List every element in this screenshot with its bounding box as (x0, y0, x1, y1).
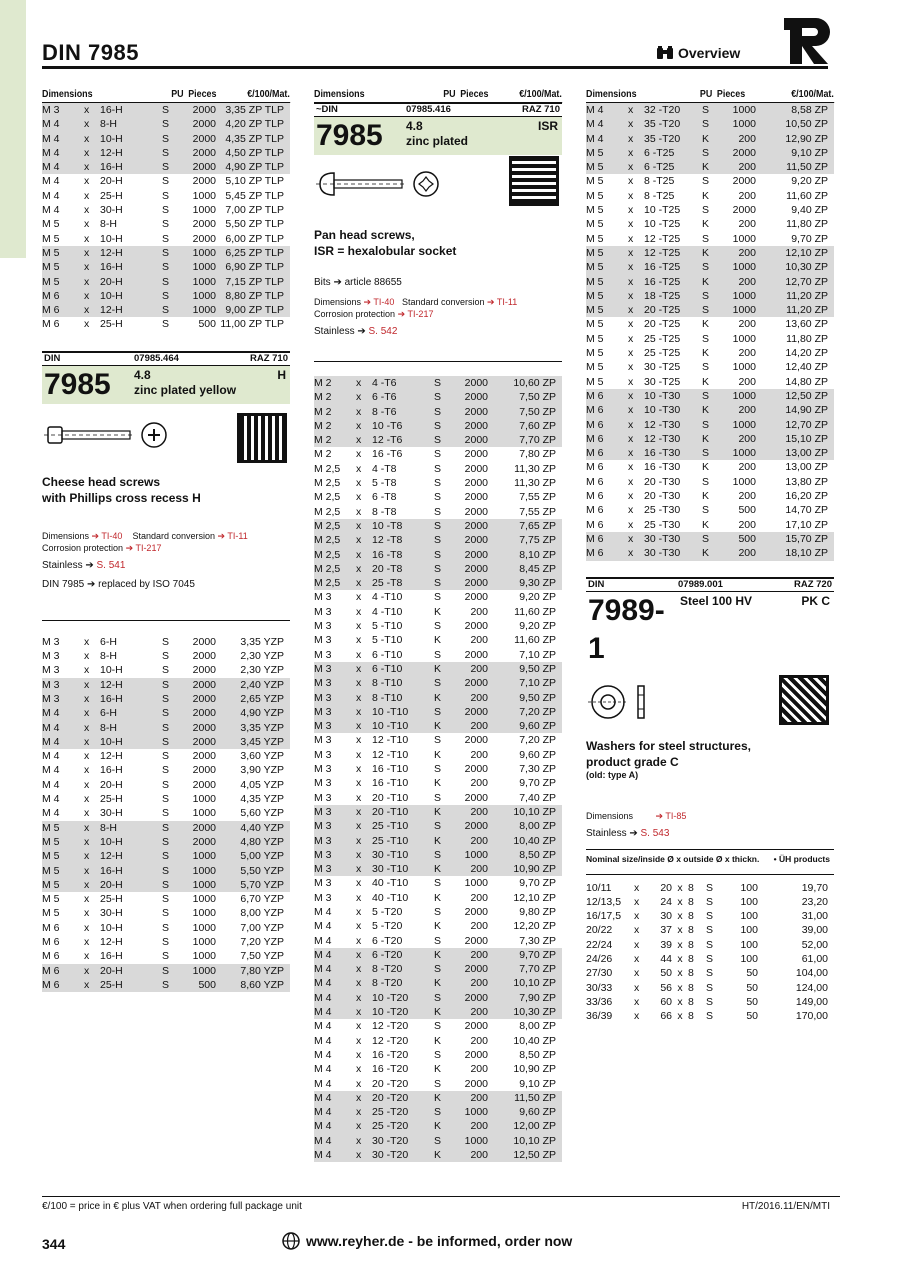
table-row: M 2,5 x 12 -T8 S 2000 7,75 ZP (314, 533, 562, 547)
table-row: M 6 x 25-H S 500 8,60 YZP (42, 978, 290, 992)
table-row: M 4 x 16-H S 2000 4,90 ZP TLP (42, 160, 290, 174)
table-row: M 4 x 8 -T20 K 200 10,10 ZP (314, 976, 562, 990)
product-drawing (42, 404, 290, 474)
table-row: M 3 x 16-H S 2000 2,65 YZP (42, 692, 290, 706)
table-row: M 6 x 10 -T30 K 200 14,90 ZP (586, 403, 834, 417)
table-row: M 4 x 12-H S 2000 3,60 YZP (42, 750, 284, 763)
ref-corrosion-link[interactable]: ➔ TI-217 (397, 309, 434, 319)
table-row: M 5 x 16-H S 1000 6,90 ZP TLP (42, 260, 290, 274)
product-drawing (586, 668, 834, 738)
qr-code-icon (782, 678, 826, 722)
page-title: DIN 7985 (42, 40, 139, 65)
table-row: M 4 x 5 -T20 K 200 12,20 ZP (314, 920, 556, 933)
table-row: M 6 x 10 -T30 S 1000 12,50 ZP (586, 389, 834, 403)
table-row: M 3 x 30 -T10 K 200 10,90 ZP (314, 862, 562, 876)
table-row: M 3 x 12 -T10 S 2000 7,20 ZP (314, 734, 556, 747)
table-row: M 5 x 25-H S 1000 6,70 YZP (42, 893, 284, 906)
table-row: M 6 x 16 -T30 K 200 13,00 ZP (586, 461, 828, 474)
stainless-link[interactable]: S. 541 (96, 559, 126, 571)
table-row: M 4 x 6 -T20 S 2000 7,30 ZP (314, 934, 556, 947)
washer-row: 12/13,5 x 24 x 8 S 100 23,20 (586, 895, 828, 908)
globe-icon (282, 1232, 300, 1250)
table-row: M 2 x 8 -T6 S 2000 7,50 ZP (314, 405, 562, 419)
website-link[interactable]: www.reyher.de - be informed, order now (282, 1232, 572, 1250)
washer-row: 20/22 x 37 x 8 S 100 39,00 (586, 924, 828, 937)
table-row: M 4 x 10 -T20 K 200 10,30 ZP (314, 1005, 562, 1019)
washer-row: 27/30 x 50 x 8 S 50 104,00 (586, 967, 828, 980)
product-banner (586, 592, 834, 668)
table-row: M 6 x 30 -T30 K 200 18,10 ZP (586, 546, 834, 560)
table-row: M 3 x 4 -T10 S 2000 9,20 ZP (314, 591, 556, 604)
table-row: M 5 x 25 -T25 S 1000 11,80 ZP (586, 332, 828, 345)
table-row: M 3 x 8-H S 2000 2,30 YZP (42, 650, 284, 663)
table-row: M 2,5 x 10 -T8 S 2000 7,65 ZP (314, 519, 562, 533)
table-row: M 5 x 30 -T25 S 1000 12,40 ZP (586, 361, 828, 374)
cheese-head-screw-icon (44, 418, 174, 458)
table-header: Dimensions PU Pieces €/100/Mat. (42, 88, 290, 103)
table-row: M 2,5 x 4 -T8 S 2000 11,30 ZP (314, 462, 556, 475)
table-row: M 3 x 10 -T10 S 2000 7,20 ZP (314, 705, 562, 719)
reyher-logo-icon (782, 16, 832, 66)
table-row: M 5 x 20 -T25 K 200 13,60 ZP (586, 318, 828, 331)
washer-row: 33/36 x 60 x 8 S 50 149,00 (586, 995, 828, 1008)
table-row: M 4 x 10-H S 2000 4,35 ZP TLP (42, 132, 290, 146)
table-row: M 4 x 8-H S 2000 3,35 YZP (42, 721, 290, 735)
table-row: M 3 x 12 -T10 K 200 9,60 ZP (314, 748, 556, 761)
footer-rule (42, 1196, 840, 1197)
table-row: M 3 x 4 -T10 K 200 11,60 ZP (314, 605, 556, 618)
table-row: M 5 x 20-H S 1000 5,70 YZP (42, 878, 290, 892)
table-row: M 5 x 20 -T25 S 1000 11,20 ZP (586, 303, 834, 317)
table-row: M 5 x 12 -T25 S 1000 9,70 ZP (586, 232, 828, 245)
table-row: M 4 x 8-H S 2000 4,20 ZP TLP (42, 117, 290, 131)
table-row: M 6 x 12-H S 1000 9,00 ZP TLP (42, 303, 290, 317)
pan-head-screw-icon (316, 167, 446, 207)
table-row: M 2,5 x 16 -T8 S 2000 8,10 ZP (314, 548, 562, 562)
washer-row: 36/39 x 66 x 8 S 50 170,00 (586, 1010, 828, 1023)
table-row: M 5 x 10 -T25 K 200 11,80 ZP (586, 218, 828, 231)
table-row: M 2 x 4 -T6 S 2000 10,60 ZP (314, 376, 562, 390)
washer-header: Nominal size/inside Ø x outside Ø x thickn. • ÜH products (586, 849, 834, 868)
catalog-code: HT/2016.11/EN/MTI (741, 1201, 830, 1212)
product-code: H (277, 367, 286, 382)
table-row: M 2 x 6 -T6 S 2000 7,50 ZP (314, 390, 562, 404)
table-row: M 4 x 30 -T20 S 1000 10,10 ZP (314, 1134, 562, 1148)
price-note: €/100 = price in € plus VAT when ordering full package unit (42, 1201, 302, 1212)
table-rows-tlp (42, 103, 290, 332)
table-row: M 2,5 x 6 -T8 S 2000 7,55 ZP (314, 491, 556, 504)
table-row: M 6 x 16 -T30 S 1000 13,00 ZP (586, 446, 834, 460)
product-number: 7989-1 (588, 593, 665, 665)
binoculars-icon (656, 46, 674, 60)
table-row: M 5 x 16 -T25 S 1000 10,30 ZP (586, 260, 834, 274)
table-row: M 5 x 6 -T25 K 200 11,50 ZP (586, 160, 834, 174)
table-row: M 3 x 25 -T10 K 200 10,40 ZP (314, 834, 562, 848)
table-row: M 4 x 8 -T20 S 2000 7,70 ZP (314, 962, 562, 976)
overview-link[interactable] (656, 45, 740, 61)
product-banner (314, 117, 562, 155)
washer-row: 16/17,5 x 30 x 8 S 100 31,00 (586, 910, 828, 923)
table-row: M 6 x 20 -T30 K 200 16,20 ZP (586, 490, 828, 503)
table-row: M 5 x 20-H S 1000 7,15 ZP TLP (42, 275, 290, 289)
ref-dimensions-link[interactable]: ➔ TI-85 (655, 810, 687, 821)
table-row: M 5 x 16-H S 1000 5,50 YZP (42, 864, 290, 878)
table-row: M 4 x 25-H S 1000 4,35 YZP (42, 793, 284, 806)
table-row: M 3 x 40 -T10 S 1000 9,70 ZP (314, 877, 556, 890)
table-row: M 6 x 20 -T30 S 1000 13,80 ZP (586, 475, 828, 488)
table-row: M 4 x 6 -T20 K 200 9,70 ZP (314, 948, 562, 962)
table-rows-t-series (586, 103, 834, 561)
table-header: Dimensions PU Pieces €/100/Mat. (314, 88, 562, 103)
product-number: 7985 (316, 119, 383, 152)
table-row: M 5 x 16 -T25 K 200 12,70 ZP (586, 275, 834, 289)
table-row: M 5 x 25 -T25 K 200 14,20 ZP (586, 347, 828, 360)
overview-label: Overview (678, 45, 741, 61)
product-code: ISR (537, 119, 558, 133)
table-row: M 2,5 x 20 -T8 S 2000 8,45 ZP (314, 562, 562, 576)
ref-dimensions-link[interactable]: ➔ TI-40 (363, 297, 395, 307)
table-row: M 5 x 18 -T25 S 1000 11,20 ZP (586, 289, 834, 303)
product-code: PK C (801, 593, 830, 608)
din-bar: DIN 07989.001 RAZ 720 (588, 578, 832, 590)
table-rows-isr (314, 376, 562, 1162)
table-row: M 6 x 25 -T30 S 500 14,70 ZP (586, 504, 828, 517)
table-row: M 4 x 30-H S 1000 7,00 ZP TLP (42, 204, 284, 217)
column-1: Dimensions PU Pieces €/100/Mat. M 3 x 16-H S 2000 3,35 ZP TLP M 4 x 8-H S 2000 4,20 ZP TLP M 4 x 10-H S 2000 4,35 ZP TLP M 4 x 12-H S 2000 4,50 ZP TLP M 4 x 16-H S 2000 4,90 ZP TLP M 4 x 20-H S 2000 5,10 ZP TLP M 4 x 25-H S 1000 5,45 ZP TLP M 4 x 30-H S 1000 7,00 ZP TLP M 5 x 8-H S 2000 5,50 ZP TLP M 5 x 10-H S 2000 6,00 ZP TLP M 5 x 12-H S 1000 6,25 ZP TLP M 5 x 16-H S 1000 6,90 ZP TLP M 5 x 20-H S 1000 7,15 ZP TLP M 6 x 10-H S 1000 8,80 ZP TLP M 6 x 12-H S 1000 9,00 ZP TLP M 6 x 25-H S 500 11,00 ZP TLP DIN 07985.464 RAZ 710 7985 4.8 zinc plated yellow H Cheese head screws with Phillips cross recess H Dimensions ➔ TI-40 Standard conversion ➔ TI-11 Corrosion protection ➔ TI-217 Stainless ➔ S. 541 DIN 7985 ➔ replaced by ISO 7045 M 3 x 6-H S 2000 3,35 YZP M 3 x 8-H S 2000 2,30 YZP M 3 x 10-H S 2000 2,30 YZP M 3 x 12-H S 2000 2,40 YZP M 3 x 16-H S 2000 2,65 YZP M 4 x 6-H S 2000 4,90 YZP M 4 x 8-H S 2000 3,35 YZP M 4 x 10-H S 2000 3,45 YZP M 4 x 12-H S 2000 3,60 YZP M 4 x 16-H S 2000 3,90 YZP M 4 x 20-H S 2000 4,05 YZP M 4 x 25-H S 1000 4,35 YZP M 4 x 30-H S 1000 5,60 YZP M 5 x 8-H S 2000 4,40 YZP M 5 x 10-H S 2000 4,80 YZP M 5 x 12-H S 1000 5,00 YZP M 5 x 16-H S 1000 5,50 YZP M 5 x 20-H S 1000 5,70 YZP M 5 x 25-H S 1000 6,70 YZP M 5 x 30-H S 1000 8,00 YZP M 6 x 10-H S 1000 7,00 YZP M 6 x 12-H S 1000 7,20 YZP M 6 x 16-H S 1000 7,50 YZP M 6 x 20-H S 1000 7,80 YZP M 6 x 25-H S 500 8,60 YZP (42, 88, 290, 991)
ref-corrosion-link[interactable]: ➔ TI-217 (125, 542, 162, 553)
table-row: M 3 x 12-H S 2000 2,40 YZP (42, 678, 290, 692)
table-row: M 5 x 8-H S 2000 5,50 ZP TLP (42, 218, 284, 231)
table-row: M 3 x 30 -T10 S 1000 8,50 ZP (314, 848, 562, 862)
replacement-note: DIN 7985 ➔ replaced by ISO 7045 (42, 578, 195, 590)
table-row: M 2,5 x 25 -T8 S 2000 9,30 ZP (314, 576, 562, 590)
table-row: M 3 x 10 -T10 K 200 9,60 ZP (314, 719, 562, 733)
table-row: M 4 x 12-H S 2000 4,50 ZP TLP (42, 146, 290, 160)
table-row: M 5 x 10-H S 2000 6,00 ZP TLP (42, 232, 284, 245)
table-row: M 4 x 16 -T20 K 200 10,90 ZP (314, 1063, 556, 1076)
column-3: Dimensions PU Pieces €/100/Mat. M 4 x 32 -T20 S 1000 8,58 ZP M 4 x 35 -T20 S 1000 10,50 ZP M 4 x 35 -T20 K 200 12,90 ZP M 5 x 6 -T25 S 2000 9,10 ZP M 5 x 6 -T25 K 200 11,50 ZP M 5 x 8 -T25 S 2000 9,20 ZP M 5 x 8 -T25 K 200 11,60 ZP M 5 x 10 -T25 S 2000 9,40 ZP M 5 x 10 -T25 K 200 11,80 ZP M 5 x 12 -T25 S 1000 9,70 ZP M 5 x 12 -T25 K 200 12,10 ZP M 5 x 16 -T25 S 1000 10,30 ZP M 5 x 16 -T25 K 200 12,70 ZP M 5 x 18 -T25 S 1000 11,20 ZP M 5 x 20 -T25 S 1000 11,20 ZP M 5 x 20 -T25 K 200 13,60 ZP M 5 x 25 -T25 S 1000 11,80 ZP M 5 x 25 -T25 K 200 14,20 ZP M 5 x 30 -T25 S 1000 12,40 ZP M 5 x 30 -T25 K 200 14,80 ZP M 6 x 10 -T30 S 1000 12,50 ZP M 6 x 10 -T30 K 200 14,90 ZP M 6 x 12 -T30 S 1000 12,70 ZP M 6 x 12 -T30 K 200 15,10 ZP M 6 x 16 -T30 S 1000 13,00 ZP M 6 x 16 -T30 K 200 13,00 ZP M 6 x 20 -T30 S 1000 13,80 ZP M 6 x 20 -T30 K 200 16,20 ZP M 6 x 25 -T30 S 500 14,70 ZP M 6 x 25 -T30 K 200 17,10 ZP M 6 x 30 -T30 S 500 15,70 ZP M 6 x 30 -T30 K 200 18,10 ZP DIN 07989.001 RAZ 720 7989-1 Steel 100 HV PK C Washers for steel structures, product grade C (old: type A) Dimensions ➔ TI-85 Stainless ➔ S. 543 Nominal size/inside Ø x outside Ø x thickn. • ÜH products 10/11 x 20 x 8 S 100 19,70 12/13,5 x 24 x 8 S 100 23,20 16/17,5 x 30 x 8 S 100 31,00 20/22 x 37 x 8 S 100 39,00 22/24 x 39 x 8 S 100 52,00 24/26 x 44 x 8 S 100 61,00 27/30 x 50 x 8 S 50 104,00 30/33 x 56 x 8 S 50 124,00 33/36 x 60 x 8 S 50 149,00 36/39 x 66 x 8 S 50 170,00 (586, 88, 834, 1023)
table-row: M 6 x 16-H S 1000 7,50 YZP (42, 950, 284, 963)
table-row: M 4 x 16 -T20 S 2000 8,50 ZP (314, 1048, 556, 1061)
table-row: M 5 x 30 -T25 K 200 14,80 ZP (586, 375, 828, 388)
table-row: M 6 x 12 -T30 S 1000 12,70 ZP (586, 418, 834, 432)
table-row: M 4 x 12 -T20 K 200 10,40 ZP (314, 1034, 556, 1047)
table-row: M 4 x 35 -T20 K 200 12,90 ZP (586, 132, 834, 146)
table-row: M 6 x 12 -T30 K 200 15,10 ZP (586, 432, 834, 446)
table-row: M 3 x 16 -T10 K 200 9,70 ZP (314, 777, 556, 790)
table-row: M 2 x 12 -T6 S 2000 7,70 ZP (314, 433, 562, 447)
product-banner (42, 366, 290, 404)
table-row: M 4 x 25 -T20 S 1000 9,60 ZP (314, 1105, 562, 1119)
table-row: M 3 x 20 -T10 K 200 10,10 ZP (314, 805, 562, 819)
page-number: 344 (42, 1236, 66, 1252)
table-row: M 2,5 x 5 -T8 S 2000 11,30 ZP (314, 477, 556, 490)
table-row: M 6 x 25 -T30 K 200 17,10 ZP (586, 518, 828, 531)
qr-code-icon (240, 416, 284, 460)
table-row: M 4 x 16-H S 2000 3,90 YZP (42, 764, 284, 777)
table-row: M 5 x 8-H S 2000 4,40 YZP (42, 821, 290, 835)
table-row: M 6 x 30 -T30 S 500 15,70 ZP (586, 532, 834, 546)
table-row: M 4 x 30 -T20 K 200 12,50 ZP (314, 1148, 562, 1162)
table-row: M 3 x 20 -T10 S 2000 7,40 ZP (314, 791, 556, 804)
table-row: M 4 x 20-H S 2000 4,05 YZP (42, 778, 284, 791)
product-grade: 4.8 zinc plated (406, 119, 469, 148)
table-row: M 3 x 40 -T10 K 200 12,10 ZP (314, 891, 556, 904)
stainless-link[interactable]: S. 542 (368, 326, 398, 337)
table-row: M 4 x 6-H S 2000 4,90 YZP (42, 706, 290, 720)
table-row: M 4 x 5 -T20 S 2000 9,80 ZP (314, 905, 556, 918)
din-bar: ~DIN 07985.416 RAZ 710 (316, 104, 560, 115)
bits-note: Bits ➔ article 88655 (314, 277, 402, 288)
references: Dimensions ➔ TI-40 Standard conversion ➔ TI-11 Corrosion protection ➔ TI-217 (314, 297, 518, 319)
table-row: M 5 x 12-H S 1000 6,25 ZP TLP (42, 246, 290, 260)
table-row: M 5 x 12 -T25 K 200 12,10 ZP (586, 246, 834, 260)
table-row: M 3 x 16-H S 2000 3,35 ZP TLP (42, 103, 290, 117)
ref-standard-link[interactable]: ➔ TI-11 (487, 297, 518, 307)
table-row: M 5 x 10-H S 2000 4,80 YZP (42, 835, 290, 849)
table-row: M 5 x 6 -T25 S 2000 9,10 ZP (586, 146, 834, 160)
product-number: 7985 (44, 367, 111, 401)
table-row: M 2,5 x 8 -T8 S 2000 7,55 ZP (314, 505, 556, 518)
table-row: M 4 x 25-H S 1000 5,45 ZP TLP (42, 189, 284, 202)
table-row: M 6 x 10-H S 1000 7,00 YZP (42, 921, 284, 934)
table-row: M 3 x 16 -T10 S 2000 7,30 ZP (314, 763, 556, 776)
table-rows-yzp (42, 635, 290, 992)
table-row: M 3 x 6 -T10 K 200 9,50 ZP (314, 662, 562, 676)
table-row: M 3 x 8 -T10 K 200 9,50 ZP (314, 691, 562, 705)
table-row: M 4 x 20 -T20 K 200 11,50 ZP (314, 1091, 562, 1105)
table-row: M 6 x 12-H S 1000 7,20 YZP (42, 935, 284, 948)
references: Dimensions ➔ TI-40 Standard conversion ➔ TI-11 Corrosion protection ➔ TI-217 (42, 530, 248, 553)
table-row: M 4 x 30-H S 1000 5,60 YZP (42, 807, 284, 820)
table-row: M 4 x 20-H S 2000 5,10 ZP TLP (42, 175, 284, 188)
table-row: M 6 x 20-H S 1000 7,80 YZP (42, 964, 290, 978)
washer-row: 30/33 x 56 x 8 S 50 124,00 (586, 981, 828, 994)
table-row: M 6 x 10-H S 1000 8,80 ZP TLP (42, 289, 290, 303)
table-row: M 4 x 32 -T20 S 1000 8,58 ZP (586, 103, 834, 117)
table-row: M 4 x 10-H S 2000 3,45 YZP (42, 735, 290, 749)
product-drawing (314, 155, 562, 227)
table-row: M 3 x 25 -T10 S 2000 8,00 ZP (314, 819, 562, 833)
table-header: Dimensions PU Pieces €/100/Mat. (586, 88, 834, 103)
table-row: M 2 x 10 -T6 S 2000 7,60 ZP (314, 419, 562, 433)
table-row: M 4 x 12 -T20 S 2000 8,00 ZP (314, 1020, 556, 1033)
title-rule (42, 66, 828, 69)
washer-row: 24/26 x 44 x 8 S 100 61,00 (586, 952, 828, 965)
table-row: M 5 x 12-H S 1000 5,00 YZP (42, 849, 290, 863)
din-bar: DIN 07985.464 RAZ 710 (44, 352, 288, 364)
washer-rows (586, 881, 834, 1024)
ref-standard-link[interactable]: ➔ TI-11 (217, 530, 248, 541)
table-row: M 3 x 5 -T10 S 2000 9,20 ZP (314, 620, 556, 633)
product-grade: Steel 100 HV (680, 593, 753, 608)
table-row: M 3 x 6 -T10 S 2000 7,10 ZP (314, 648, 556, 661)
table-row: M 3 x 6-H S 2000 3,35 YZP (42, 635, 284, 648)
washer-row: 10/11 x 20 x 8 S 100 19,70 (586, 881, 828, 894)
table-row: M 5 x 8 -T25 K 200 11,60 ZP (586, 189, 828, 202)
washer-row: 22/24 x 39 x 8 S 100 52,00 (586, 938, 828, 951)
washer-icon (588, 682, 658, 722)
table-row: M 5 x 30-H S 1000 8,00 YZP (42, 907, 284, 920)
table-row: M 3 x 10-H S 2000 2,30 YZP (42, 664, 284, 677)
table-row: M 3 x 8 -T10 S 2000 7,10 ZP (314, 676, 562, 690)
table-row: M 4 x 10 -T20 S 2000 7,90 ZP (314, 991, 562, 1005)
product-grade: 4.8 zinc plated yellow (134, 367, 237, 397)
table-row: M 2 x 16 -T6 S 2000 7,80 ZP (314, 448, 556, 461)
section-tab (0, 0, 26, 258)
ref-dimensions-link[interactable]: ➔ TI-40 (91, 530, 123, 541)
table-row: M 4 x 20 -T20 S 2000 9,10 ZP (314, 1077, 556, 1090)
table-row: M 3 x 5 -T10 K 200 11,60 ZP (314, 634, 556, 647)
table-row: M 5 x 10 -T25 S 2000 9,40 ZP (586, 204, 828, 217)
table-row: M 4 x 25 -T20 K 200 12,00 ZP (314, 1119, 562, 1133)
stainless-link[interactable]: S. 543 (640, 827, 670, 839)
column-2: Dimensions PU Pieces €/100/Mat. ~DIN 07985.416 RAZ 710 7985 4.8 zinc plated ISR Pan head screws, ISR = hexalobular socket Bits ➔ article 88655 Dimensions ➔ TI-40 Standard conversion ➔ TI-11 Corrosion protection ➔ TI-217 Stainless ➔ S. 542 M 2 x 4 -T6 S 2000 10,60 ZP M 2 x 6 -T6 S 2000 7,50 ZP M 2 x 8 -T6 S 2000 7,50 ZP M 2 x 10 -T6 S 2000 7,60 ZP M 2 x 12 -T6 S 2000 7,70 ZP M 2 x 16 -T6 S 2000 7,80 ZP M 2,5 x 4 -T8 S 2000 11,30 ZP M 2,5 x 5 -T8 S 2000 11,30 ZP M 2,5 x 6 -T8 S 2000 7,55 ZP M 2,5 x 8 -T8 S 2000 7,55 ZP M 2,5 x 10 -T8 S 2000 7,65 ZP M 2,5 x 12 -T8 S 2000 7,75 ZP M 2,5 x 16 -T8 S 2000 8,10 ZP M 2,5 x 20 -T8 S 2000 8,45 ZP M 2,5 x 25 -T8 S 2000 9,30 ZP M 3 x 4 -T10 S 2000 9,20 ZP M 3 x 4 -T10 K 200 11,60 ZP M 3 x 5 -T10 S 2000 9,20 ZP M 3 x 5 -T10 K 200 11,60 ZP M 3 x 6 -T10 S 2000 7,10 ZP M 3 x 6 -T10 K 200 9,50 ZP M 3 x 8 -T10 S 2000 7,10 ZP M 3 x 8 -T10 K 200 9,50 ZP M 3 x 10 -T10 S 2000 7,20 ZP M 3 x 10 -T10 K 200 9,60 ZP M 3 x 12 -T10 S 2000 7,20 ZP M 3 x 12 -T10 K 200 9,60 ZP M 3 x 16 -T10 S 2000 7,30 ZP M 3 x 16 -T10 K 200 9,70 ZP M 3 x 20 -T10 S 2000 7,40 ZP M 3 x 20 -T10 K 200 10,10 ZP M 3 x 25 -T10 S 2000 8,00 ZP M 3 x 25 -T10 K 200 10,40 ZP M 3 x 30 -T10 S 1000 8,50 ZP M 3 x 30 -T10 K 200 10,90 ZP M 3 x 40 -T10 S 1000 9,70 ZP M 3 x 40 -T10 K 200 12,10 ZP M 4 x 5 -T20 S 2000 9,80 ZP M 4 x 5 -T20 K 200 12,20 ZP M 4 x 6 -T20 S 2000 7,30 ZP M 4 x 6 -T20 K 200 9,70 ZP M 4 x 8 -T20 S 2000 7,70 ZP M 4 x 8 -T20 K 200 10,10 ZP M 4 x 10 -T20 S 2000 7,90 ZP M 4 x 10 -T20 K 200 10,30 ZP M 4 x 12 -T20 S 2000 8,00 ZP M 4 x 12 -T20 K 200 10,40 ZP M 4 x 16 -T20 S 2000 8,50 ZP M 4 x 16 -T20 K 200 10,90 ZP M 4 x 20 -T20 S 2000 9,10 ZP M 4 x 20 -T20 K 200 11,50 ZP M 4 x 25 -T20 S 1000 9,60 ZP M 4 x 25 -T20 K 200 12,00 ZP M 4 x 30 -T20 S 1000 10,10 ZP M 4 x 30 -T20 K 200 12,50 ZP (314, 88, 562, 1162)
qr-code-icon (512, 159, 556, 203)
table-row: M 5 x 8 -T25 S 2000 9,20 ZP (586, 175, 828, 188)
table-row: M 6 x 25-H S 500 11,00 ZP TLP (42, 318, 284, 331)
table-row: M 4 x 35 -T20 S 1000 10,50 ZP (586, 117, 834, 131)
